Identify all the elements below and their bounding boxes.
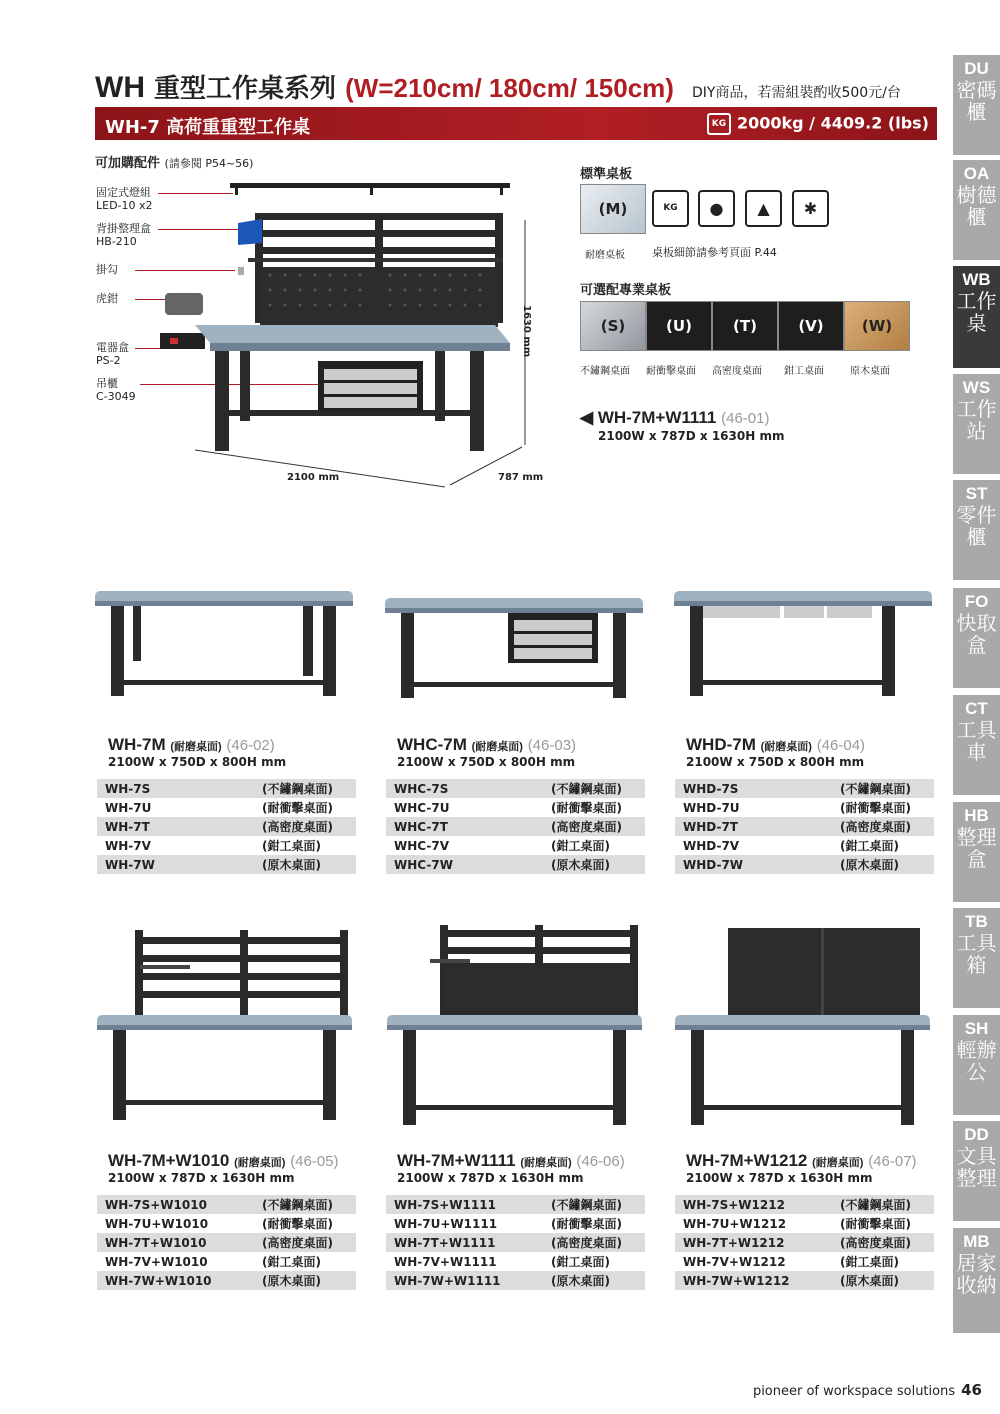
swatch-s: (S) bbox=[580, 301, 646, 351]
page-title bbox=[95, 68, 674, 105]
table-row: WH-7S (不鏽鋼桌面) bbox=[97, 779, 356, 798]
table-row: WH-7T+W1010 (高密度桌面) bbox=[97, 1233, 356, 1252]
table-row: WHD-7W (原木桌面) bbox=[675, 855, 934, 874]
variant-table bbox=[675, 779, 934, 874]
product-image-whc-7m bbox=[383, 592, 648, 717]
table-row: WH-7U+W1212 (耐衝擊桌面) bbox=[675, 1214, 934, 1233]
sidebar-tab-mb[interactable]: MB 居家收納 bbox=[953, 1228, 1000, 1333]
accessories-heading: 可加購配件 (請參閱 P54~56) bbox=[95, 156, 254, 171]
product-image-wh-7m-w1212 bbox=[673, 925, 935, 1135]
depth-dimension: 787 mm bbox=[498, 472, 544, 483]
width-dimension: 2100 mm bbox=[287, 472, 340, 483]
table-row: WH-7W+W1010 (原木桌面) bbox=[97, 1271, 356, 1290]
product-name: WH-7M+W1212 (耐磨桌面) (46-07) bbox=[686, 1151, 917, 1170]
table-row: WH-7S+W1010 (不鏽鋼桌面) bbox=[97, 1195, 356, 1214]
featured-dims: 2100W x 787D x 1630H mm bbox=[598, 429, 785, 443]
width-range: (W=210cm/ 180cm/ 150cm) bbox=[345, 73, 674, 103]
product-name: WH-7M (耐磨桌面) (46-02) bbox=[108, 735, 275, 754]
kg-icon: KG bbox=[707, 113, 731, 135]
accessory-label-vise: 虎鉗 bbox=[96, 292, 118, 305]
table-row: WH-7W (原木桌面) bbox=[97, 855, 356, 874]
table-row: WH-7S+W1111 (不鏽鋼桌面) bbox=[386, 1195, 645, 1214]
variant-table bbox=[675, 1195, 934, 1290]
triangle-left-icon: ◀ bbox=[580, 408, 594, 427]
product-image-wh-7m bbox=[93, 585, 358, 715]
workbench-accessories-illustration bbox=[150, 175, 550, 495]
table-row: WHD-7T (高密度桌面) bbox=[675, 817, 934, 836]
sidebar-tab-ct[interactable]: CT 工具車 bbox=[953, 695, 1000, 795]
swatch-t-label: 高密度桌面 bbox=[712, 366, 762, 377]
accessory-label-led: 固定式燈組 LED-10 x2 bbox=[96, 186, 153, 212]
variant-table bbox=[386, 1195, 645, 1290]
sidebar-tab-dd[interactable]: DD 文具整理 bbox=[953, 1121, 1000, 1221]
series-title: 重型工作桌系列 bbox=[154, 74, 337, 104]
table-row: WH-7W+W1212 (原木桌面) bbox=[675, 1271, 934, 1290]
product-name: WHC-7M (耐磨桌面) (46-03) bbox=[397, 735, 577, 754]
table-row: WHD-7V (鉗工桌面) bbox=[675, 836, 934, 855]
standard-top-heading: 標準桌板 bbox=[580, 167, 633, 182]
swatch-u: (U) bbox=[646, 301, 712, 351]
table-row: WH-7V+W1010 (鉗工桌面) bbox=[97, 1252, 356, 1271]
table-row: WHD-7S (不鏽鋼桌面) bbox=[675, 779, 934, 798]
table-row: WHC-7T (高密度桌面) bbox=[386, 817, 645, 836]
swatch-v: (V) bbox=[778, 301, 844, 351]
table-row: WH-7U+W1010 (耐衝擊桌面) bbox=[97, 1214, 356, 1233]
product-name: WH-7M+W1010 (耐磨桌面) (46-05) bbox=[108, 1151, 339, 1170]
product-dims: 2100W x 750D x 800H mm bbox=[397, 755, 576, 769]
product-image-wh-7m-w1111 bbox=[385, 925, 647, 1135]
accessory-label-hook: 掛勾 bbox=[96, 263, 118, 276]
sidebar-tab-ws[interactable]: WS 工作站 bbox=[953, 374, 1000, 474]
swatch-w: (W) bbox=[844, 301, 910, 351]
page-number: 46 bbox=[961, 1381, 982, 1399]
kg-weight-icon: KG bbox=[652, 190, 689, 227]
table-row: WHC-7V (鉗工桌面) bbox=[386, 836, 645, 855]
footer-tagline: pioneer of workspace solutions bbox=[752, 1384, 956, 1399]
table-row: WHC-7U (耐衝擊桌面) bbox=[386, 798, 645, 817]
swatch-s-label: 不鏽鋼桌面 bbox=[580, 366, 630, 377]
diy-note: DIY商品，若需組裝酌收500元/台 bbox=[692, 85, 901, 101]
table-row: WH-7V (鉗工桌面) bbox=[97, 836, 356, 855]
water-drop-icon: ● bbox=[698, 190, 735, 227]
model-banner bbox=[95, 107, 937, 140]
product-image-whd-7m bbox=[672, 585, 937, 715]
height-dimension: 1630 mm bbox=[521, 305, 532, 358]
table-row: WH-7W+W1111 (原木桌面) bbox=[386, 1271, 645, 1290]
swatch-u-label: 耐衝擊桌面 bbox=[646, 366, 696, 377]
variant-table bbox=[386, 779, 645, 874]
table-row: WH-7V+W1111 (鉗工桌面) bbox=[386, 1252, 645, 1271]
swatch-m-label: 耐磨桌板 bbox=[585, 250, 625, 261]
accessory-label-ps: 電器盒 PS-2 bbox=[96, 341, 129, 367]
table-row: WH-7U (耐衝擊桌面) bbox=[97, 798, 356, 817]
table-row: WH-7T+W1111 (高密度桌面) bbox=[386, 1233, 645, 1252]
product-dims: 2100W x 787D x 1630H mm bbox=[397, 1171, 584, 1185]
table-row: WH-7T (高密度桌面) bbox=[97, 817, 356, 836]
swatch-v-label: 鉗工桌面 bbox=[784, 366, 824, 377]
sidebar-tab-wb[interactable]: WB 工作桌 bbox=[953, 266, 1000, 368]
featured-name: ◀ WH-7M+W1111 (46-01) bbox=[580, 408, 770, 427]
load-capacity: KG 2000kg / 4409.2 (lbs) bbox=[707, 113, 929, 135]
chemical-icon: ✱ bbox=[792, 190, 829, 227]
swatch-t: (T) bbox=[712, 301, 778, 351]
variant-table bbox=[97, 779, 356, 874]
product-dims: 2100W x 750D x 800H mm bbox=[686, 755, 865, 769]
variant-table bbox=[97, 1195, 356, 1290]
sidebar-tab-hb[interactable]: HB 整理盒 bbox=[953, 802, 1000, 902]
sidebar-tab-fo[interactable]: FO 快取盒 bbox=[953, 588, 1000, 688]
product-image-wh-7m-w1010 bbox=[95, 925, 357, 1135]
table-row: WH-7S+W1212 (不鏽鋼桌面) bbox=[675, 1195, 934, 1214]
table-row: WHC-7W (原木桌面) bbox=[386, 855, 645, 874]
sidebar-tab-tb[interactable]: TB 工具箱 bbox=[953, 908, 1000, 1008]
sidebar-tab-oa[interactable]: OA 樹德櫃 bbox=[953, 160, 1000, 260]
table-row: WH-7T+W1212 (高密度桌面) bbox=[675, 1233, 934, 1252]
product-dims: 2100W x 750D x 800H mm bbox=[108, 755, 287, 769]
product-name: WHD-7M (耐磨桌面) (46-04) bbox=[686, 735, 866, 754]
table-row: WH-7U+W1111 (耐衝擊桌面) bbox=[386, 1214, 645, 1233]
product-dims: 2100W x 787D x 1630H mm bbox=[686, 1171, 873, 1185]
sidebar-tab-st[interactable]: ST 零件櫃 bbox=[953, 480, 1000, 580]
sidebar-tab-du[interactable]: DU 密碼櫃 bbox=[953, 55, 1000, 155]
product-dims: 2100W x 787D x 1630H mm bbox=[108, 1171, 295, 1185]
product-name: WH-7M+W1111 (耐磨桌面) (46-06) bbox=[397, 1151, 625, 1170]
table-row: WHD-7U (耐衝擊桌面) bbox=[675, 798, 934, 817]
accessory-label-cabinet: 吊櫃 C-3049 bbox=[96, 377, 136, 403]
sidebar-tab-sh[interactable]: SH 輕辦公 bbox=[953, 1015, 1000, 1115]
accessory-label-hb: 背掛整理盒 HB-210 bbox=[96, 222, 151, 248]
swatch-w-label: 原木桌面 bbox=[850, 366, 890, 377]
swatch-m: (M) bbox=[580, 184, 646, 234]
top-detail-note: 桌板細節請參考頁面 P.44 bbox=[652, 246, 777, 259]
table-row: WHC-7S (不鏽鋼桌面) bbox=[386, 779, 645, 798]
series-code: WH bbox=[95, 71, 145, 104]
optional-top-heading: 可選配專業桌板 bbox=[580, 283, 672, 298]
heat-resist-icon: ▲ bbox=[745, 190, 782, 227]
footer bbox=[753, 1381, 982, 1399]
table-row: WH-7V+W1212 (鉗工桌面) bbox=[675, 1252, 934, 1271]
model-title: WH-7 高荷重重型工作桌 bbox=[105, 117, 311, 138]
